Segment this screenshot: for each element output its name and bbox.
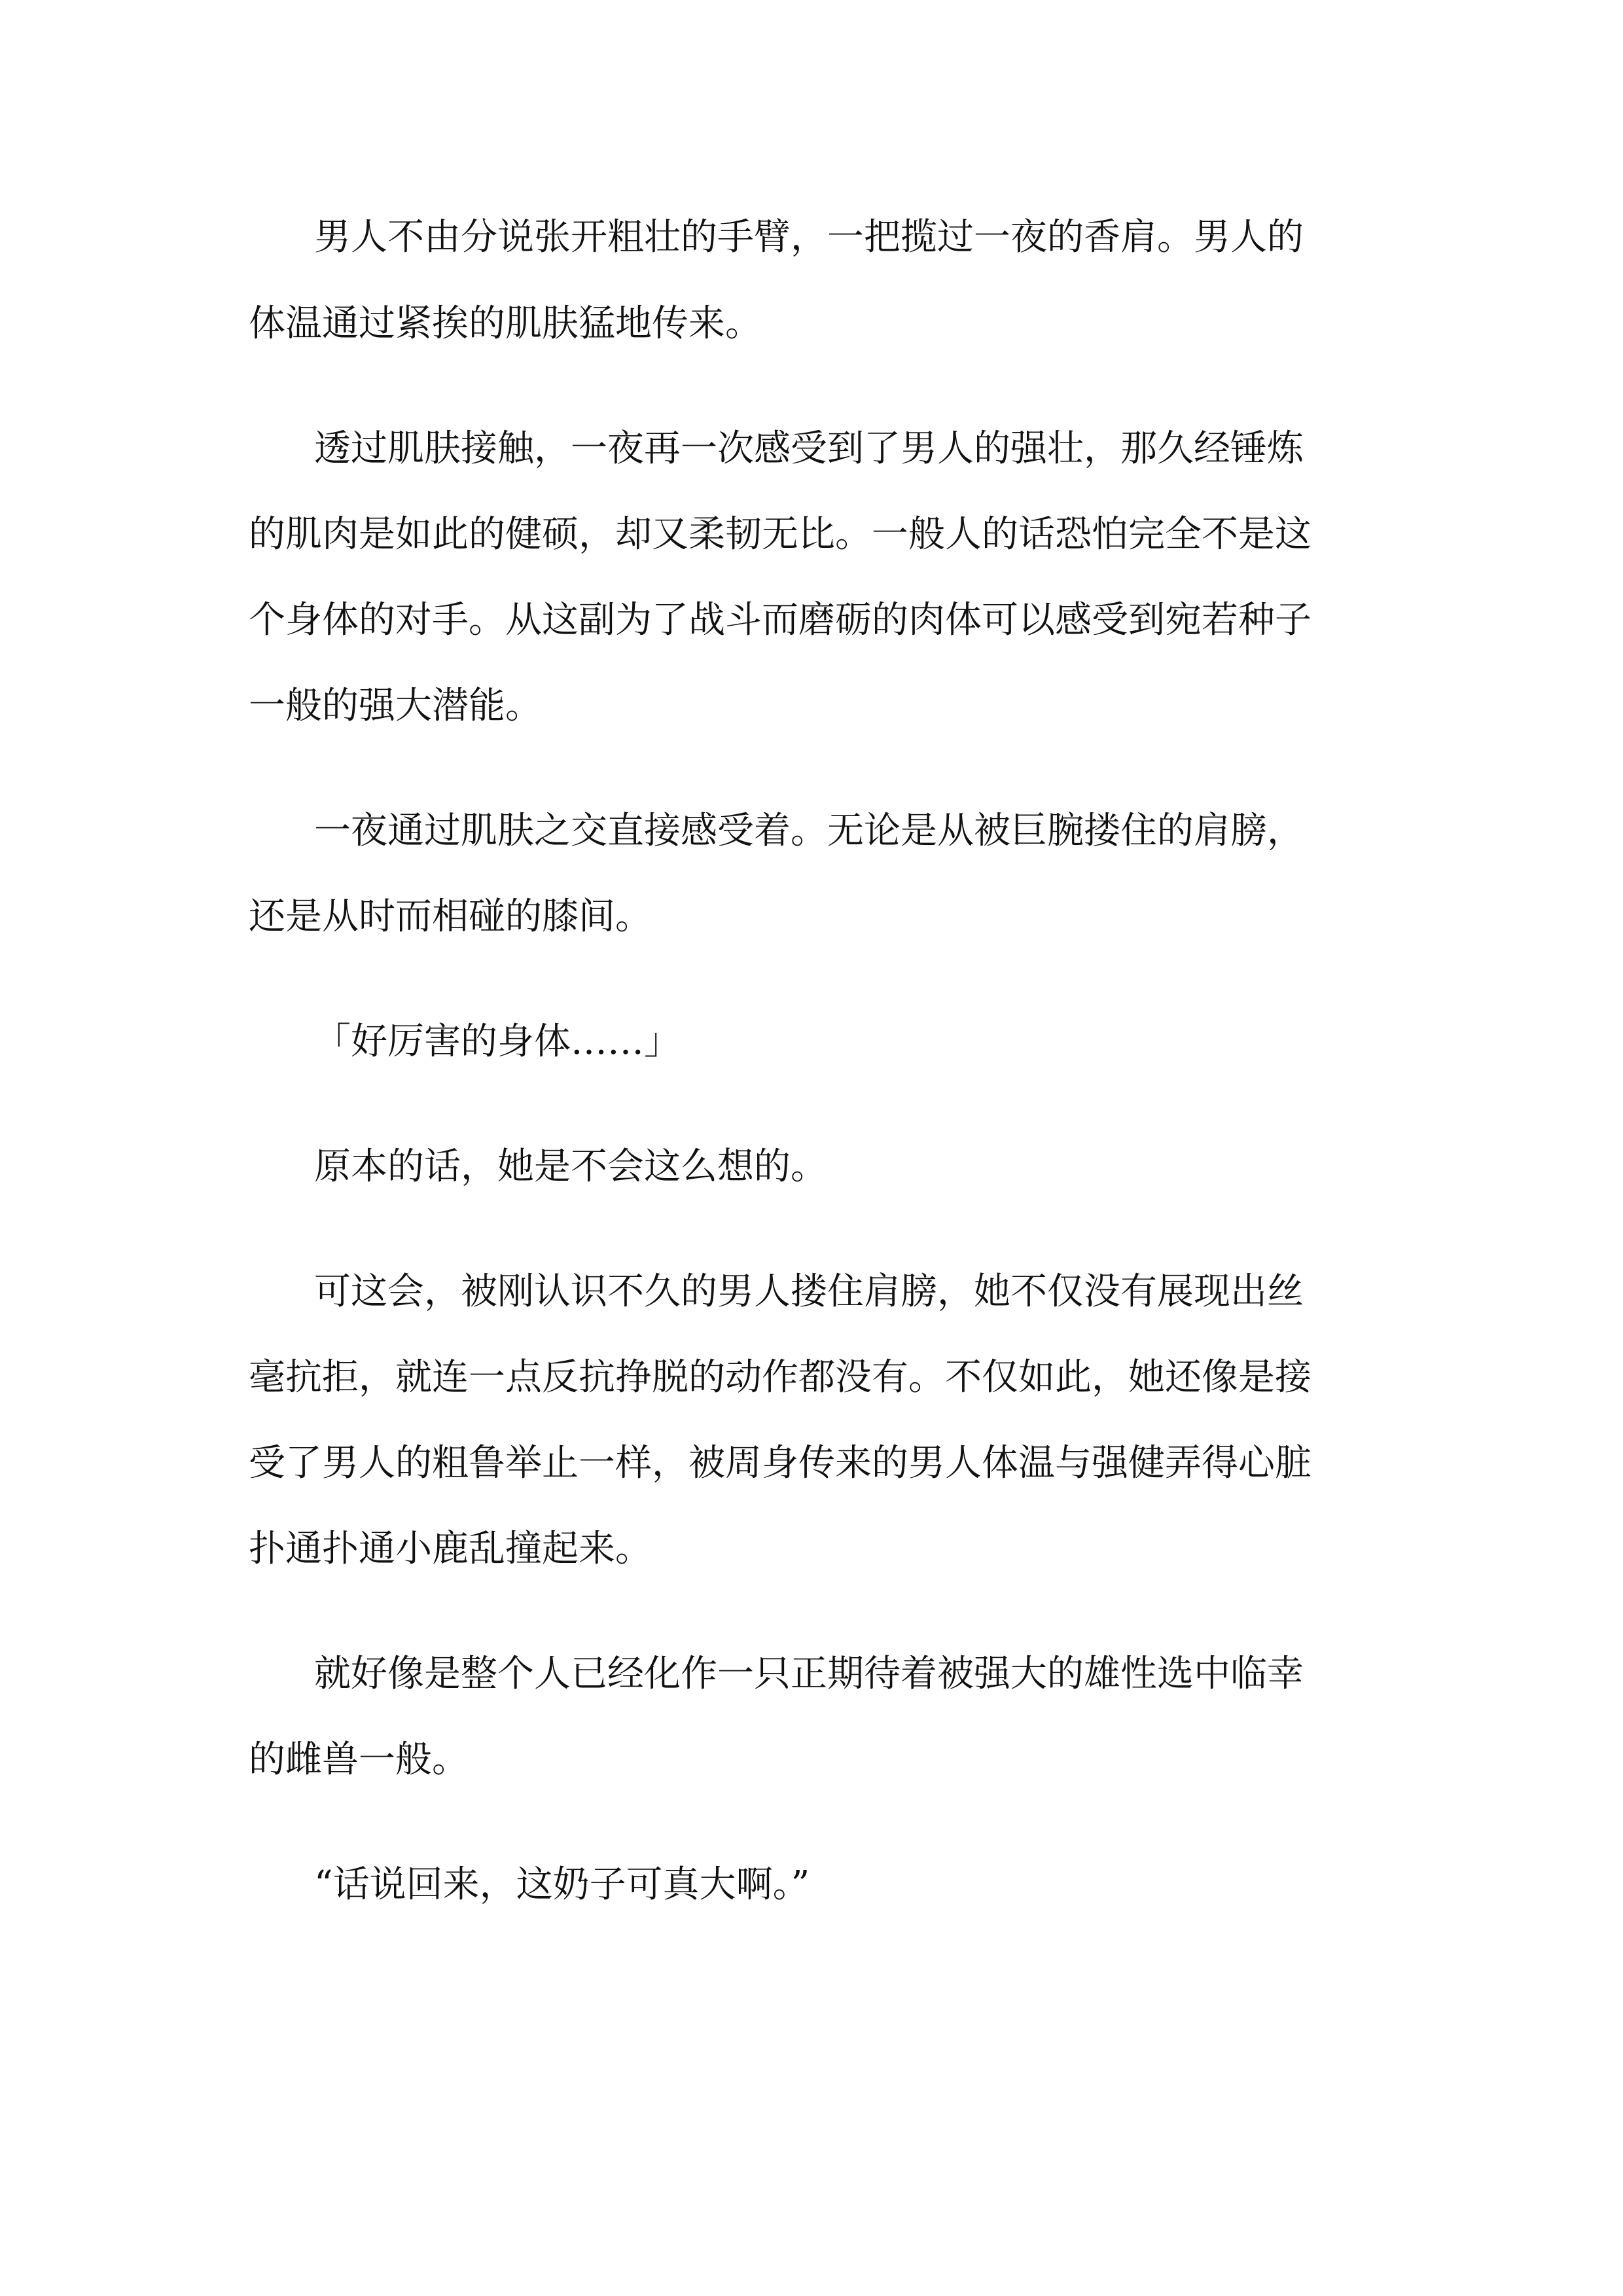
paragraph-2-line-1: 透过肌肤接触，一夜再一次感受到了男人的强壮，那久经锤炼 bbox=[314, 427, 1304, 470]
paragraph-2-line-4: 一般的强大潜能。 bbox=[249, 685, 542, 727]
paragraph-6-line-1: 可这会，被刚认识不久的男人搂住肩膀，她不仅没有展现出丝 bbox=[314, 1270, 1304, 1313]
paragraph-6-line-4: 扑通扑通小鹿乱撞起来。 bbox=[249, 1528, 652, 1570]
paragraph-3-line-2: 还是从时而相碰的膝间。 bbox=[249, 895, 652, 938]
paragraph-6-line-3: 受了男人的粗鲁举止一样，被周身传来的男人体温与强健弄得心脏 bbox=[249, 1442, 1311, 1484]
paragraph-5-line-1: 原本的话，她是不会这么想的。 bbox=[314, 1145, 827, 1188]
paragraph-1-line-1: 男人不由分说张开粗壮的手臂，一把揽过一夜的香肩。男人的 bbox=[314, 216, 1304, 259]
paragraph-7-line-2: 的雌兽一般。 bbox=[249, 1738, 469, 1781]
paragraph-2-line-3: 个身体的对手。从这副为了战斗而磨砺的肉体可以感受到宛若种子 bbox=[249, 599, 1311, 641]
paragraph-3-line-1: 一夜通过肌肤之交直接感受着。无论是从被巨腕搂住的肩膀， bbox=[314, 810, 1304, 852]
paragraph-2-line-2: 的肌肉是如此的健硕，却又柔韧无比。一般人的话恐怕完全不是这 bbox=[249, 513, 1311, 556]
paragraph-7-line-1: 就好像是整个人已经化作一只正期待着被强大的雄性选中临幸 bbox=[314, 1653, 1304, 1695]
paragraph-4-line-1: 「好厉害的身体……」 bbox=[314, 1020, 681, 1063]
paragraph-8-line-1: “话说回来，这奶子可真大啊。” bbox=[314, 1863, 810, 1906]
paragraph-6-line-2: 毫抗拒，就连一点反抗挣脱的动作都没有。不仅如此，她还像是接 bbox=[249, 1356, 1311, 1399]
paragraph-1-line-2: 体温通过紧挨的肌肤猛地传来。 bbox=[249, 302, 762, 345]
